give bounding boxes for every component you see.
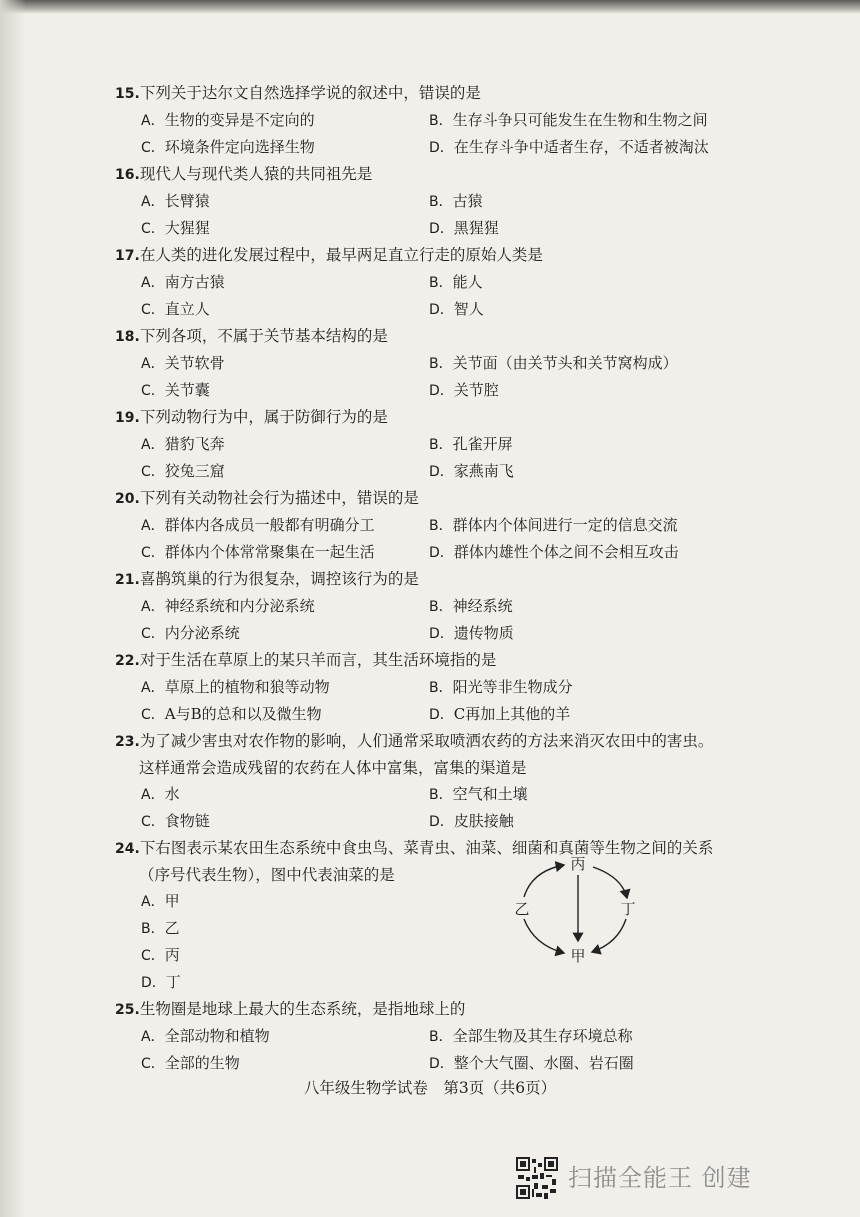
option-c xyxy=(141,539,429,566)
option-letter: B． xyxy=(429,680,453,696)
option-b xyxy=(429,107,789,134)
qr-code-icon xyxy=(516,1157,558,1199)
question-number: 23. xyxy=(115,734,140,750)
node-bottom: 甲 xyxy=(570,947,586,963)
question-20 xyxy=(115,485,775,566)
option-text: 智人 xyxy=(453,300,484,318)
question-number: 25. xyxy=(115,1002,140,1018)
question-number: 24. xyxy=(115,841,140,857)
question-stem xyxy=(115,485,775,512)
option-letter: C． xyxy=(141,545,165,561)
option-text: 关节面（由关节头和关节窝构成） xyxy=(452,354,678,372)
option-b xyxy=(429,350,789,377)
question-text: 生物圈是地球上最大的生态系统，是指地球上的 xyxy=(139,1000,466,1018)
option-group xyxy=(115,1023,775,1077)
option-a xyxy=(141,350,429,377)
question-text: 在人类的进化发展过程中，最早两足直立行走的原始人类是 xyxy=(139,246,543,264)
option-text: 狡兔三窟 xyxy=(164,462,225,480)
option-text: 孔雀开屏 xyxy=(452,435,513,453)
option-c xyxy=(141,134,429,161)
question-stem xyxy=(115,835,775,862)
question-number: 17. xyxy=(115,248,140,264)
option-text: A与B的总和以及微生物 xyxy=(164,705,322,723)
question-text-continued: （序号代表生物），图中代表油菜的是 xyxy=(139,866,395,884)
option-letter: C． xyxy=(141,707,165,723)
option-text: 群体内雄性个体之间不会相互攻击 xyxy=(453,543,679,561)
option-text: 大猩猩 xyxy=(164,219,210,237)
option-letter: D． xyxy=(429,626,454,642)
option-d xyxy=(429,458,789,485)
option-text: 全部的生物 xyxy=(164,1054,240,1072)
question-text: 下列各项，不属于关节基本结构的是 xyxy=(139,327,388,345)
option-letter: D． xyxy=(429,545,454,561)
option-text: 直立人 xyxy=(164,300,210,318)
option-letter: D． xyxy=(141,975,166,991)
arrow-yi-jia xyxy=(524,919,564,953)
option-text: 古猿 xyxy=(452,192,483,210)
question-number: 15. xyxy=(115,86,140,102)
question-number: 18. xyxy=(115,329,140,345)
option-text: 关节软骨 xyxy=(164,354,225,372)
option-letter: A． xyxy=(141,787,165,803)
option-text: 长臂猿 xyxy=(164,192,210,210)
option-letter: C． xyxy=(141,1056,165,1072)
question-17 xyxy=(115,242,775,323)
question-18 xyxy=(115,323,775,404)
option-text: 乙 xyxy=(164,919,180,937)
option-letter: C． xyxy=(141,626,165,642)
option-text: 家燕南飞 xyxy=(453,462,514,480)
option-group xyxy=(115,593,775,647)
option-letter: B． xyxy=(429,1029,453,1045)
option-letter: A． xyxy=(141,356,165,372)
option-letter: B． xyxy=(429,356,453,372)
option-text: 猎豹飞奔 xyxy=(164,435,225,453)
option-letter: D． xyxy=(429,140,454,156)
option-c xyxy=(141,377,429,404)
question-number: 22. xyxy=(115,653,140,669)
option-group xyxy=(115,674,775,728)
option-letter: A． xyxy=(141,1029,165,1045)
option-text: 遗传物质 xyxy=(453,624,514,642)
option-a xyxy=(141,593,429,620)
option-b xyxy=(429,431,789,458)
question-text: 现代人与现代类人猿的共同祖先是 xyxy=(139,165,373,183)
option-d xyxy=(429,134,789,161)
option-letter: B． xyxy=(141,921,165,937)
option-a xyxy=(141,431,429,458)
node-right: 丁 xyxy=(620,900,636,918)
question-number: 20. xyxy=(115,491,140,507)
option-letter: D． xyxy=(429,707,454,723)
option-text: 在生存斗争中适者生存，不适者被淘汰 xyxy=(453,138,709,156)
option-a xyxy=(141,781,429,808)
question-text: 下列动物行为中，属于防御行为的是 xyxy=(139,408,388,426)
option-text: 黑猩猩 xyxy=(453,219,499,237)
option-d xyxy=(141,969,775,996)
option-c xyxy=(141,1050,429,1077)
option-text: 群体内个体常常聚集在一起生活 xyxy=(164,543,375,561)
scan-top-edge xyxy=(0,0,860,14)
option-letter: C． xyxy=(141,814,165,830)
option-text: 全部生物及其生存环境总称 xyxy=(452,1027,633,1045)
question-stem xyxy=(115,647,775,674)
option-letter: C． xyxy=(141,948,165,964)
option-letter: A． xyxy=(141,275,165,291)
option-text: 生存斗争只可能发生在生物和生物之间 xyxy=(452,111,708,129)
option-d xyxy=(429,620,789,647)
option-b xyxy=(429,188,789,215)
option-text: 丙 xyxy=(164,946,180,964)
option-letter: D． xyxy=(429,814,454,830)
option-c xyxy=(141,296,429,323)
option-d xyxy=(429,701,789,728)
question-text: 为了减少害虫对农作物的影响，人们通常采取喷洒农药的方法来消灭农田中的害虫。 xyxy=(139,732,714,750)
option-letter: A． xyxy=(141,113,165,129)
question-23 xyxy=(115,728,775,835)
question-21 xyxy=(115,566,775,647)
question-text: 下列关于达尔文自然选择学说的叙述中，错误的是 xyxy=(139,84,481,102)
option-letter: D． xyxy=(429,383,454,399)
option-a xyxy=(141,188,429,215)
question-22 xyxy=(115,647,775,728)
option-group xyxy=(115,888,775,996)
option-letter: A． xyxy=(141,194,165,210)
option-letter: D． xyxy=(429,1056,454,1072)
option-text: C再加上其他的羊 xyxy=(453,705,571,723)
question-stem xyxy=(115,323,775,350)
option-d xyxy=(429,215,789,242)
option-letter: C． xyxy=(141,302,165,318)
option-text: 能人 xyxy=(452,273,483,291)
option-b xyxy=(429,674,789,701)
option-letter: A． xyxy=(141,894,165,910)
option-text: 神经系统和内分泌系统 xyxy=(164,597,315,615)
option-letter: D． xyxy=(429,302,454,318)
option-a xyxy=(141,269,429,296)
question-text: 对于生活在草原上的某只羊而言，其生活环境指的是 xyxy=(139,651,497,669)
option-letter: B． xyxy=(429,599,453,615)
option-group xyxy=(115,512,775,566)
question-16 xyxy=(115,161,775,242)
option-text: 甲 xyxy=(164,892,180,910)
question-stem xyxy=(115,242,775,269)
option-text: 群体内个体间进行一定的信息交流 xyxy=(452,516,678,534)
option-d xyxy=(429,296,789,323)
node-left: 乙 xyxy=(514,900,530,918)
option-group xyxy=(115,269,775,323)
option-d xyxy=(429,808,789,835)
question-stem xyxy=(115,404,775,431)
option-b xyxy=(429,1023,789,1050)
option-letter: C． xyxy=(141,464,165,480)
option-text: 草原上的植物和狼等动物 xyxy=(164,678,330,696)
arrow-bing-ding xyxy=(593,867,627,898)
option-group xyxy=(115,350,775,404)
option-text: 阳光等非生物成分 xyxy=(452,678,573,696)
option-a xyxy=(141,512,429,539)
page-footer: 八年级生物学试卷 第3页（共6页） xyxy=(303,1079,557,1097)
option-text: 丁 xyxy=(165,973,181,991)
option-a xyxy=(141,107,429,134)
option-text: 空气和土壤 xyxy=(452,785,528,803)
option-letter: C． xyxy=(141,221,165,237)
question-number: 16. xyxy=(115,167,140,183)
option-letter: D． xyxy=(429,464,454,480)
option-letter: A． xyxy=(141,599,165,615)
option-text: 整个大气圈、水圈、岩石圈 xyxy=(453,1054,634,1072)
question-stem xyxy=(115,728,775,755)
option-letter: B． xyxy=(429,113,453,129)
option-letter: C． xyxy=(141,140,165,156)
question-text: 下右图表示某农田生态系统中食虫鸟、菜青虫、油菜、细菌和真菌等生物之间的关系 xyxy=(139,839,714,857)
arrow-yi-bing xyxy=(524,865,564,897)
question-19 xyxy=(115,404,775,485)
option-a xyxy=(141,674,429,701)
option-text: 南方古猿 xyxy=(164,273,225,291)
scan-left-shadow xyxy=(0,0,26,1217)
option-letter: D． xyxy=(429,221,454,237)
option-text: 关节腔 xyxy=(453,381,499,399)
question-stem xyxy=(115,80,775,107)
option-text: 神经系统 xyxy=(452,597,513,615)
option-d xyxy=(429,539,789,566)
option-group xyxy=(115,431,775,485)
option-letter: A． xyxy=(141,518,165,534)
option-d xyxy=(429,377,789,404)
option-text: 水 xyxy=(164,785,180,803)
option-letter: A． xyxy=(141,437,165,453)
option-text: 皮肤接触 xyxy=(453,812,514,830)
question-stem xyxy=(115,566,775,593)
option-c xyxy=(141,701,429,728)
option-letter: B． xyxy=(429,275,453,291)
option-letter: C． xyxy=(141,383,165,399)
option-text: 环境条件定向选择生物 xyxy=(164,138,315,156)
question-number: 19. xyxy=(115,410,140,426)
option-a xyxy=(141,1023,429,1050)
option-a xyxy=(141,888,775,915)
option-c xyxy=(141,215,429,242)
arrow-ding-jia xyxy=(592,919,626,952)
question-list xyxy=(115,80,775,1077)
question-15 xyxy=(115,80,775,161)
option-c xyxy=(141,942,775,969)
option-text: 食物链 xyxy=(164,812,210,830)
option-b xyxy=(429,512,789,539)
option-letter: B． xyxy=(429,518,453,534)
option-b xyxy=(429,269,789,296)
option-group xyxy=(115,781,775,835)
option-group xyxy=(115,107,775,161)
question-text-continued: 这样通常会造成残留的农药在人体中富集，富集的渠道是 xyxy=(139,759,527,777)
option-text: 关节囊 xyxy=(164,381,210,399)
option-b xyxy=(429,593,789,620)
option-text: 内分泌系统 xyxy=(164,624,240,642)
option-letter: B． xyxy=(429,437,453,453)
exam-sheet xyxy=(115,80,775,1077)
option-text: 生物的变异是不定向的 xyxy=(164,111,315,129)
food-web-diagram xyxy=(510,853,640,963)
option-c xyxy=(141,458,429,485)
option-text: 全部动物和植物 xyxy=(164,1027,270,1045)
node-top: 丙 xyxy=(570,855,586,873)
option-group xyxy=(115,188,775,242)
option-letter: A． xyxy=(141,680,165,696)
option-letter: B． xyxy=(429,787,453,803)
option-d xyxy=(429,1050,789,1077)
question-stem xyxy=(115,161,775,188)
question-text: 喜鹊筑巢的行为很复杂，调控该行为的是 xyxy=(139,570,419,588)
question-number: 21. xyxy=(115,572,140,588)
option-letter: B． xyxy=(429,194,453,210)
option-b xyxy=(429,781,789,808)
scanner-watermark: 扫描全能王 创建 xyxy=(568,1164,752,1192)
option-c xyxy=(141,620,429,647)
option-text: 群体内各成员一般都有明确分工 xyxy=(164,516,375,534)
question-24 xyxy=(115,835,775,996)
question-stem xyxy=(115,996,775,1023)
option-c xyxy=(141,808,429,835)
option-b xyxy=(141,915,775,942)
question-25 xyxy=(115,996,775,1077)
question-text: 下列有关动物社会行为描述中，错误的是 xyxy=(139,489,419,507)
